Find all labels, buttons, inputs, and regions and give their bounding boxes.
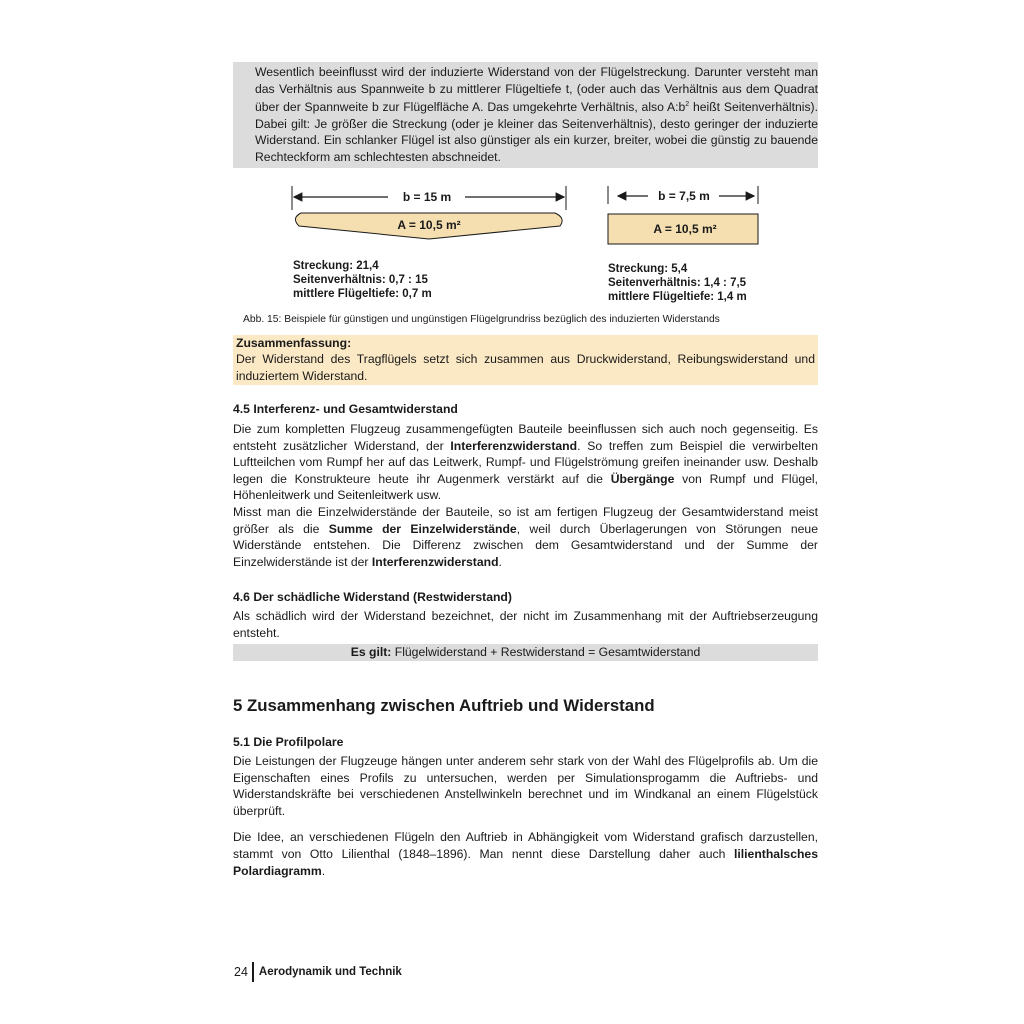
- section-4-5-heading: 4.5 Interferenz- und Gesamtwiderstand: [233, 402, 458, 416]
- text-run: Die Idee, an verschiedenen Flügeln den Auftrieb in Abhängigkeit vom Widerstand grafisch darzustellen, stammt von Otto Lilienthal (1848–1896). Man nennt diese Darstellung daher auch: [233, 830, 818, 861]
- section-5-1-paragraph-2: [233, 829, 818, 879]
- section-4-6-heading: 4.6 Der schädliche Widerstand (Restwiderstand): [233, 590, 512, 604]
- figure-caption: Abb. 15: Beispiele für günstigen und ungünstigen Flügelgrundriss bezüglich des induzierten Widerstands: [243, 314, 720, 325]
- text-run: .: [321, 863, 326, 878]
- section-5-1-paragraph-1: Die Leistungen der Flugzeuge hängen unter anderem sehr stark von der Wahl des Flügelprofils ab. Um die Eigenschaften eines Profils zu untersuchen, werden per Simulationsprogamm die Auftriebs- und Widerstandskräfte bei verschiedenen Anstellwinkeln berechnet und im Windkanal an einem Flügelstück überprüft.: [233, 754, 818, 818]
- intro-text-1: Wesentlich beeinflusst wird der induzierte Widerstand von der Flügelstreckung. Darunter versteht man das Verhältnis aus Spannweite b zu mittlerer Flügeltiefe t, (oder auch das Verhältnis aus dem Quadrat über der Spannweite b zur Flügelfläche A. Das umgekehrte Verhältnis, also A:b: [255, 65, 818, 115]
- text-run: , weil durch Überlagerungen von Störungen neue Widerstände entstehen. Die Differenz zwischen dem Gesamtwiderstand und der Summe der Einzelwiderstände ist der: [233, 521, 818, 569]
- wing-figure: [233, 186, 818, 308]
- intro-text-2: heißt Seitenverhältnis). Dabei gilt: Je größer die Streckung (oder je kleiner das Seitenverhältnis), desto geringer der induzierte Widerstand. Ein schlanker Flügel ist also günstiger als ein kurzer, breiter, wobei die günstig zu bauende Rechteckform am schlechtesten abschneidet.: [255, 100, 818, 165]
- right-span-label: b = 7,5 m: [658, 189, 710, 203]
- intro-superscript: 2: [685, 101, 690, 109]
- summary-heading: Zusammenfassung:: [236, 336, 352, 350]
- right-streckung: Streckung: 5,4: [608, 263, 688, 275]
- wing-diagram: [233, 186, 818, 308]
- section-4-5-paragraph-2: [233, 504, 818, 570]
- text-run: Misst man die Einzelwiderstände der Bauteile, so ist am fertigen Flugzeug der Gesamtwiderstand meist größer als die: [233, 504, 818, 536]
- book-title: Aerodynamik und Technik: [258, 966, 402, 978]
- formula-label: Es gilt:: [350, 645, 392, 659]
- section-4-5: [233, 402, 818, 570]
- bold-term: Interferenzwiderstand: [371, 554, 499, 569]
- bold-term: lilienthalsches Polardiagramm: [233, 846, 818, 878]
- right-fluegeltiefe: mittlere Flügeltiefe: 1,4 m: [608, 291, 747, 303]
- right-area-label: A = 10,5 m²: [653, 222, 717, 236]
- right-seitenverhaeltnis: Seitenverhältnis: 1,4 : 7,5: [608, 277, 747, 289]
- chapter-5: [233, 696, 818, 716]
- bold-term: Übergänge: [610, 471, 675, 486]
- section-4-6-paragraph: Als schädlich wird der Widerstand bezeichnet, der nicht im Zusammenhang mit der Auftriebserzeugung entsteht.: [233, 609, 818, 640]
- chapter-5-heading: 5 Zusammenhang zwischen Auftrieb und Widerstand: [233, 696, 655, 715]
- bold-term: Summe der Einzelwiderstände: [328, 521, 517, 536]
- section-4-5-paragraph-1: [233, 421, 818, 504]
- formula-box: [233, 644, 818, 661]
- left-fluegeltiefe: mittlere Flügeltiefe: 0,7 m: [293, 288, 432, 300]
- intro-box: [233, 62, 818, 168]
- footer-divider: [252, 962, 254, 982]
- left-seitenverhaeltnis: Seitenverhältnis: 0,7 : 15: [293, 274, 428, 286]
- section-5-1-heading: 5.1 Die Profilpolare: [233, 735, 344, 749]
- page-number: 24: [234, 965, 248, 979]
- left-streckung: Streckung: 21,4: [293, 260, 379, 272]
- text-run: Die zum kompletten Flugzeug zusammengefügten Bauteile beeinflussen sich auch noch gegenseitig. Es entsteht zusätzlicher Widerstand, der: [233, 422, 818, 453]
- intro-paragraph: [255, 64, 818, 166]
- left-area-label: A = 10,5 m²: [397, 218, 461, 232]
- text-run: von Rumpf und Flügel, Höhenleitwerk und Seitenleitwerk usw.: [233, 471, 818, 503]
- summary-box: [233, 335, 818, 385]
- summary-text: Der Widerstand des Tragflügels setzt sich zusammen aus Druckwiderstand, Reibungswiderstand und induziertem Widerstand.: [236, 352, 815, 383]
- text-run: .: [498, 554, 502, 569]
- bold-term: Interferenzwiderstand: [450, 438, 578, 453]
- section-4-6: [233, 590, 818, 641]
- section-5-1: [233, 735, 818, 879]
- left-span-label: b = 15 m: [402, 190, 452, 204]
- page-footer: [234, 962, 402, 982]
- formula-text: Flügelwiderstand + Restwiderstand = Gesamtwiderstand: [391, 645, 701, 659]
- text-run: . So treffen zum Beispiel die verwirbelten Luftteilchen vom Rumpf her auf das Leitwerk, Rumpf- und Flügelströmung greifen ineinander usw. Deshalb legen die Konstrukteure heute ihr Augenmerk verstärkt auf die: [233, 438, 818, 486]
